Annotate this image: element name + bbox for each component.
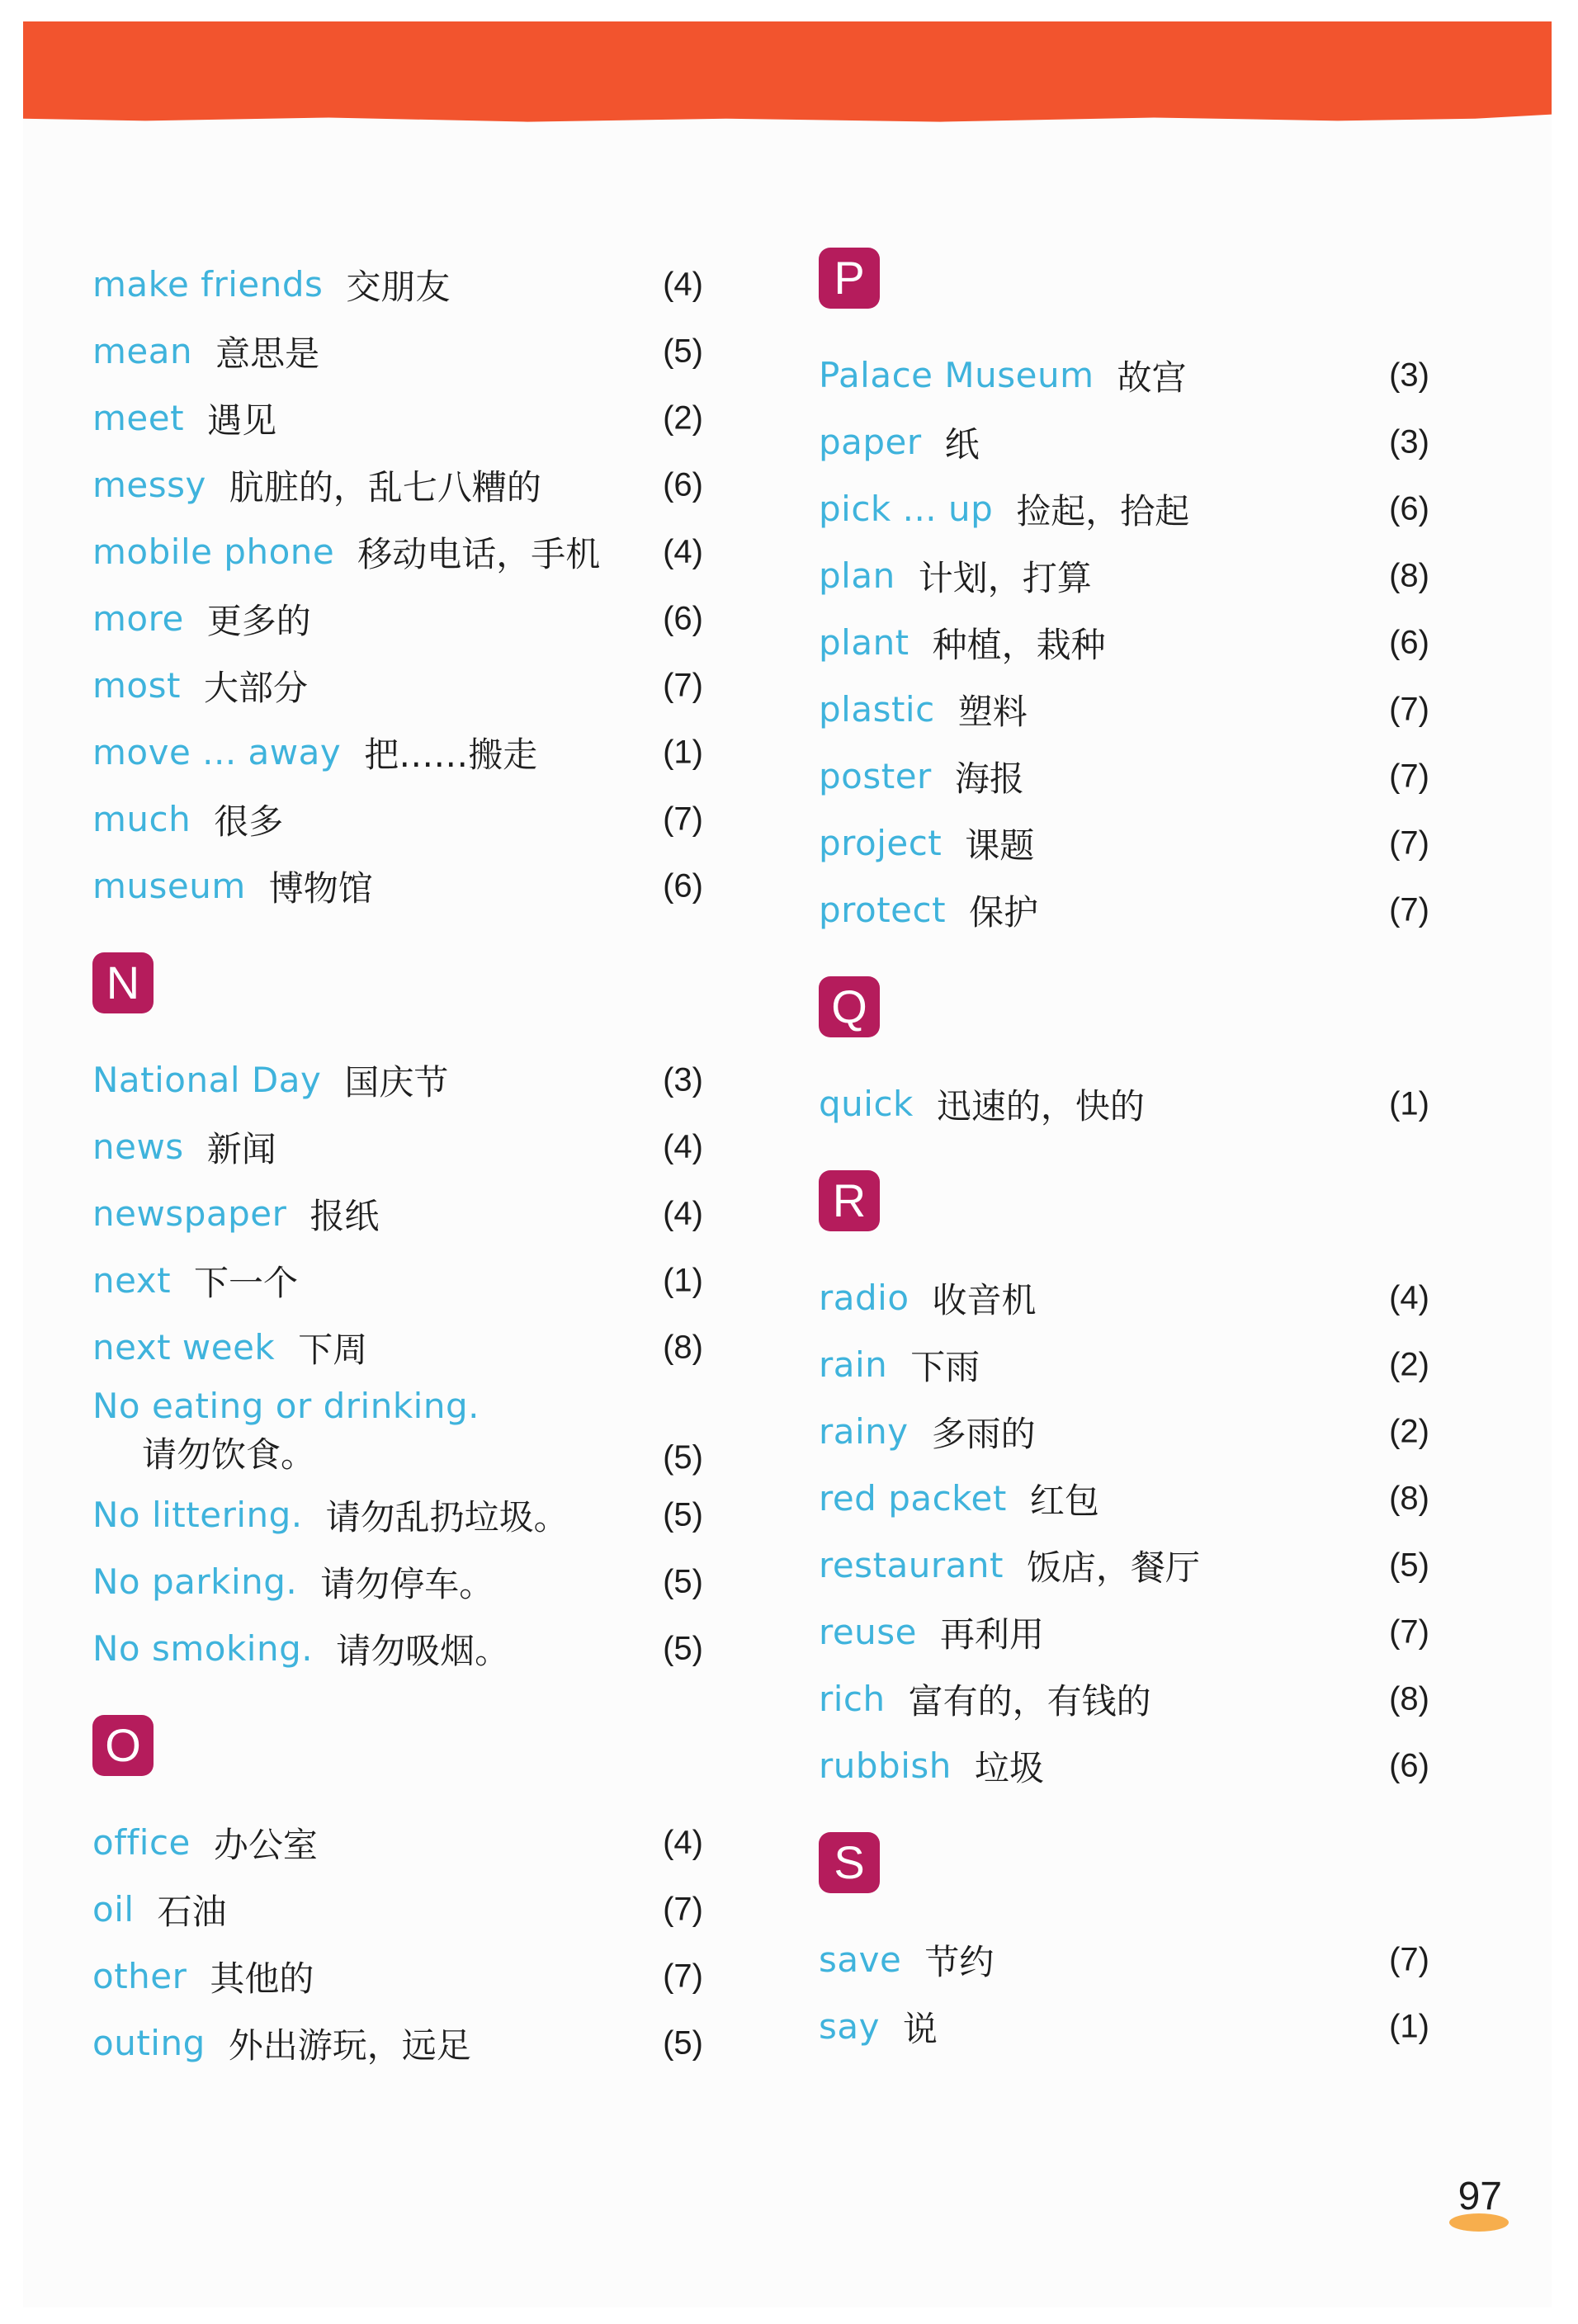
english-term: save: [819, 1939, 902, 1980]
english-term: mobile phone: [92, 531, 335, 572]
glossary-entry: [819, 1070, 1429, 1137]
english-term: No eating or drinking.: [92, 1385, 480, 1426]
glossary-entry: [819, 1532, 1429, 1599]
english-term: next week: [92, 1327, 276, 1367]
glossary-entry: [819, 1732, 1429, 1799]
glossary-column-right: [819, 248, 1429, 2060]
english-term: rain: [819, 1344, 888, 1385]
unit-number: (4): [663, 266, 703, 302]
glossary-entry: [819, 1599, 1429, 1665]
english-term: quick: [819, 1084, 914, 1124]
chinese-meaning: 多雨的: [931, 1413, 1036, 1454]
chinese-meaning: 课题: [965, 824, 1035, 866]
letter-badge: N: [92, 952, 154, 1013]
english-term: make friends: [92, 264, 324, 305]
unit-number: (5): [663, 1496, 703, 1533]
chinese-meaning: 请勿饮食。: [142, 1434, 316, 1475]
glossary-entry: [819, 475, 1429, 542]
unit-number: (8): [1389, 1680, 1429, 1717]
letter-badge: P: [819, 248, 880, 309]
unit-number: (5): [663, 1439, 703, 1476]
chinese-meaning: 报纸: [309, 1195, 380, 1236]
english-term: news: [92, 1127, 184, 1167]
glossary-entry: [819, 542, 1429, 609]
glossary-entry: [819, 409, 1429, 475]
unit-number: (6): [663, 867, 703, 904]
chinese-meaning: 请勿吸烟。: [336, 1630, 510, 1671]
glossary-entry: [92, 853, 703, 919]
page-number: 97: [1458, 2175, 1502, 2218]
glossary-entry: [819, 676, 1429, 743]
unit-number: (8): [1389, 557, 1429, 593]
english-term: red packet: [819, 1478, 1007, 1519]
unit-number: (7): [663, 1958, 703, 1994]
unit-number: (6): [663, 600, 703, 636]
english-term: plant: [819, 622, 909, 663]
chinese-meaning: 塑料: [957, 691, 1028, 732]
english-term: newspaper: [92, 1193, 287, 1234]
glossary-entry: [92, 1180, 703, 1247]
glossary-entry: [92, 1615, 703, 1682]
english-term: reuse: [819, 1612, 918, 1652]
unit-number: (7): [663, 667, 703, 703]
glossary-entry: [819, 1331, 1429, 1398]
chinese-meaning: 肮脏的，乱七八糟的: [229, 466, 541, 508]
unit-number: (4): [663, 1195, 703, 1231]
chinese-meaning: 收音机: [932, 1279, 1037, 1320]
english-term: more: [92, 598, 184, 639]
english-term: oil: [92, 1889, 135, 1930]
chinese-meaning: 说: [902, 2008, 938, 2049]
chinese-meaning: 请勿乱扔垃圾。: [325, 1496, 569, 1538]
english-term: protect: [819, 890, 947, 930]
english-term: National Day: [92, 1060, 322, 1100]
glossary-entry: [819, 609, 1429, 676]
english-term: paper: [819, 422, 922, 462]
english-term: rubbish: [819, 1745, 952, 1786]
english-term: much: [92, 799, 191, 839]
english-term: other: [92, 1956, 187, 1996]
unit-number: (5): [663, 1563, 703, 1599]
glossary-entry: [92, 1113, 703, 1180]
chinese-meaning: 下周: [298, 1329, 368, 1370]
letter-badge: R: [819, 1170, 880, 1231]
glossary-entry: [92, 1314, 703, 1381]
english-term: radio: [819, 1278, 909, 1318]
glossary-entry: [819, 1465, 1429, 1532]
chinese-meaning: 故宫: [1117, 357, 1187, 398]
chinese-meaning: 节约: [924, 1941, 995, 1982]
glossary-entry: [92, 385, 703, 451]
chinese-meaning: 国庆节: [344, 1061, 449, 1103]
chinese-meaning: 大部分: [203, 667, 308, 708]
chinese-meaning: 再利用: [940, 1613, 1045, 1655]
chinese-meaning: 博物馆: [268, 867, 373, 909]
glossary-entry: [92, 2010, 703, 2076]
unit-number: (1): [1389, 2008, 1429, 2044]
unit-number: (6): [663, 466, 703, 503]
english-term: No parking.: [92, 1561, 298, 1602]
glossary-entry: [92, 786, 703, 853]
chinese-meaning: 很多: [214, 801, 284, 842]
chinese-meaning: 意思是: [215, 333, 320, 374]
section-letter-s: [819, 1832, 1429, 1893]
chinese-meaning: 海报: [954, 758, 1024, 799]
unit-number: (7): [1389, 758, 1429, 794]
chinese-meaning: 移动电话，手机: [357, 533, 601, 574]
english-term: No littering.: [92, 1495, 303, 1535]
chinese-meaning: 纸: [944, 423, 980, 465]
section-letter-o: [92, 1715, 703, 1776]
unit-number: (4): [663, 533, 703, 569]
unit-number: (7): [1389, 691, 1429, 727]
glossary-entry: [92, 1548, 703, 1615]
glossary-entry: [819, 1398, 1429, 1465]
chinese-meaning: 把……搬走: [364, 734, 538, 775]
glossary-entry: [92, 1247, 703, 1314]
chinese-meaning: 下雨: [910, 1346, 980, 1387]
chinese-meaning: 请勿停车。: [320, 1563, 494, 1604]
glossary-entry: [92, 1809, 703, 1876]
chinese-meaning: 交朋友: [346, 266, 451, 307]
glossary-entry: [92, 1876, 703, 1943]
glossary-entry: [819, 342, 1429, 409]
english-term: rich: [819, 1679, 886, 1719]
unit-number: (5): [663, 2024, 703, 2061]
english-term: plastic: [819, 689, 935, 730]
chinese-meaning: 新闻: [206, 1128, 276, 1169]
glossary-entry: [92, 1481, 703, 1548]
glossary-entry: [819, 1264, 1429, 1331]
chinese-meaning: 下一个: [194, 1262, 299, 1303]
english-term: Palace Museum: [819, 355, 1094, 395]
glossary-entry: [92, 251, 703, 318]
english-term: messy: [92, 465, 206, 505]
unit-number: (4): [663, 1824, 703, 1860]
glossary-entry: [92, 518, 703, 585]
section-letter-p: [819, 248, 1429, 309]
english-term: project: [819, 823, 943, 863]
unit-number: (3): [663, 1061, 703, 1098]
english-term: pick ... up: [819, 489, 994, 529]
chinese-meaning: 保护: [969, 891, 1039, 933]
english-term: office: [92, 1822, 191, 1863]
glossary-entry: [819, 876, 1429, 943]
english-term: restaurant: [819, 1545, 1004, 1585]
chinese-meaning: 捡起，拾起: [1016, 490, 1190, 531]
english-term: next: [92, 1260, 172, 1301]
glossary-entry: [92, 1381, 703, 1481]
chinese-meaning: 更多的: [206, 600, 311, 641]
unit-number: (7): [1389, 1941, 1429, 1977]
letter-badge: S: [819, 1832, 880, 1893]
unit-number: (5): [1389, 1547, 1429, 1583]
unit-number: (8): [1389, 1480, 1429, 1516]
english-term: move ... away: [92, 732, 342, 772]
glossary-entry: [819, 1926, 1429, 1993]
english-term: poster: [819, 756, 932, 796]
unit-number: (6): [1389, 490, 1429, 527]
english-term: No smoking.: [92, 1628, 314, 1669]
unit-number: (6): [1389, 624, 1429, 660]
unit-number: (7): [1389, 824, 1429, 861]
english-term: rainy: [819, 1411, 909, 1452]
section-letter-r: [819, 1170, 1429, 1231]
english-term: museum: [92, 866, 246, 906]
header-banner: [23, 21, 1552, 127]
glossary-entry: [92, 318, 703, 385]
unit-number: (7): [1389, 1613, 1429, 1650]
chinese-meaning: 计划，打算: [918, 557, 1092, 598]
chinese-meaning: 富有的，有钱的: [908, 1680, 1151, 1722]
unit-number: (7): [663, 801, 703, 837]
letter-badge: Q: [819, 976, 880, 1037]
unit-number: (2): [1389, 1346, 1429, 1382]
glossary-entry: [92, 585, 703, 652]
chinese-meaning: 种植，栽种: [932, 624, 1106, 665]
glossary-entry: [92, 1046, 703, 1113]
english-term: mean: [92, 331, 193, 371]
chinese-meaning: 垃圾: [974, 1747, 1044, 1788]
unit-number: (5): [663, 333, 703, 369]
english-term: most: [92, 665, 181, 706]
unit-number: (5): [663, 1630, 703, 1666]
english-term: meet: [92, 398, 185, 438]
chinese-meaning: 遇见: [207, 399, 277, 441]
chinese-meaning: 办公室: [213, 1824, 318, 1865]
unit-number: (4): [663, 1128, 703, 1164]
chinese-meaning: 石油: [157, 1891, 227, 1932]
letter-badge: O: [92, 1715, 154, 1776]
unit-number: (7): [1389, 891, 1429, 928]
glossary-entry: [92, 652, 703, 719]
unit-number: (1): [663, 1262, 703, 1298]
english-term: outing: [92, 2023, 206, 2063]
unit-number: (7): [663, 1891, 703, 1927]
glossary-entry: [92, 451, 703, 518]
chinese-meaning: 红包: [1029, 1480, 1099, 1521]
english-term: plan: [819, 555, 895, 596]
glossary-entry: [819, 1665, 1429, 1732]
unit-number: (1): [1389, 1085, 1429, 1122]
glossary-entry: [92, 1943, 703, 2010]
glossary-entry: [819, 743, 1429, 810]
unit-number: (3): [1389, 423, 1429, 460]
unit-number: (1): [663, 734, 703, 770]
chinese-meaning: 外出游玩，远足: [228, 2024, 471, 2066]
unit-number: (3): [1389, 357, 1429, 393]
glossary-entry: [819, 1993, 1429, 2060]
chinese-meaning: 迅速的，快的: [936, 1085, 1145, 1127]
chinese-meaning: 其他的: [210, 1958, 314, 1999]
chinese-meaning: 饭店，餐厅: [1026, 1547, 1200, 1588]
section-letter-n: [92, 952, 703, 1013]
unit-number: (4): [1389, 1279, 1429, 1316]
glossary-entry: [92, 719, 703, 786]
unit-number: (2): [663, 399, 703, 436]
glossary-column-left: [92, 251, 703, 2076]
unit-number: (8): [663, 1329, 703, 1365]
glossary-entry: [819, 810, 1429, 876]
unit-number: (2): [1389, 1413, 1429, 1449]
unit-number: (6): [1389, 1747, 1429, 1783]
section-letter-q: [819, 976, 1429, 1037]
english-term: say: [819, 2006, 880, 2047]
